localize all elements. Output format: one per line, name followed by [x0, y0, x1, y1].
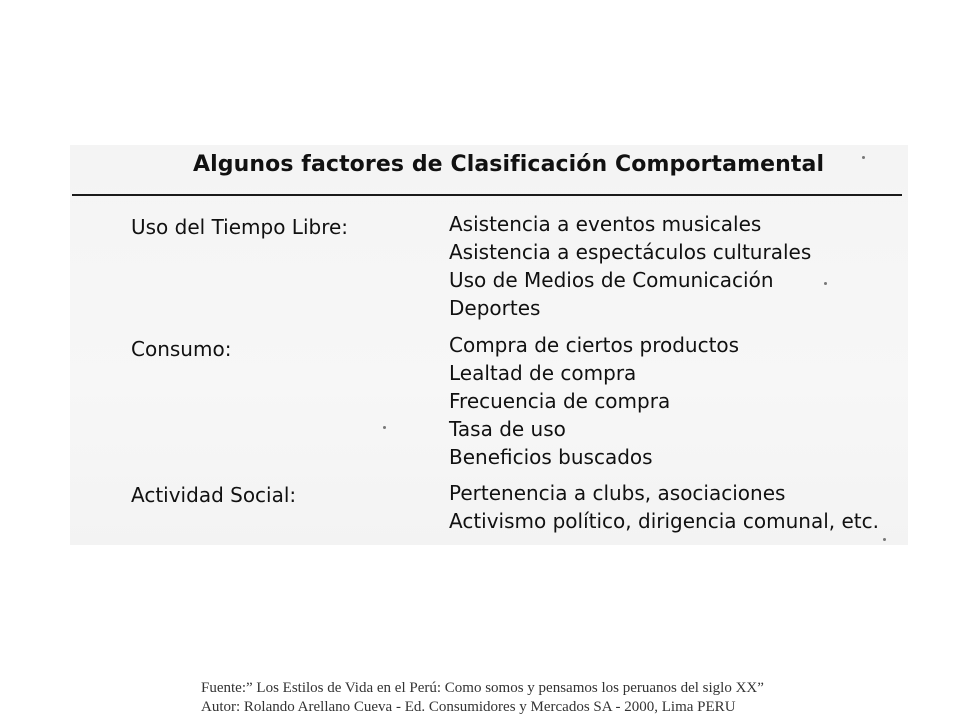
- scan-speck: [824, 282, 827, 285]
- author-line: Autor: Rolando Arellano Cueva - Ed. Consumidores y Mercados SA - 2000, Lima PERU: [201, 699, 736, 715]
- scan-speck: [883, 538, 886, 541]
- list-item: Deportes: [449, 296, 541, 320]
- list-item: Asistencia a eventos musicales: [449, 212, 762, 236]
- list-item: Pertenencia a clubs, asociaciones: [449, 481, 786, 505]
- scan-speck: [862, 156, 865, 159]
- list-item: Lealtad de compra: [449, 361, 637, 385]
- table-title: Algunos factores de Clasificación Comportamental: [193, 152, 825, 177]
- scan-speck: [383, 426, 386, 429]
- list-item: Activismo político, dirigencia comunal, etc.: [449, 509, 879, 533]
- source-line: Fuente:” Los Estilos de Vida en el Perú: Como somos y pensamos los peruanos del siglo XX”: [201, 680, 764, 696]
- list-item: Uso de Medios de Comunicación: [449, 268, 774, 292]
- list-consumo: [449, 331, 739, 471]
- list-item: Beneficios buscados: [449, 445, 653, 469]
- list-item: Asistencia a espectáculos culturales: [449, 240, 812, 264]
- source-citation: [201, 679, 764, 717]
- category-uso-tiempo-libre: Uso del Tiempo Libre:: [131, 215, 349, 239]
- title-divider: [72, 194, 902, 196]
- list-item: Frecuencia de compra: [449, 389, 671, 413]
- list-uso-tiempo-libre: [449, 210, 811, 322]
- list-item: Tasa de uso: [449, 417, 566, 441]
- list-item: Compra de ciertos productos: [449, 333, 740, 357]
- category-actividad-social: Actividad Social:: [131, 483, 297, 507]
- list-actividad-social: [449, 479, 879, 535]
- category-consumo: Consumo:: [131, 337, 232, 361]
